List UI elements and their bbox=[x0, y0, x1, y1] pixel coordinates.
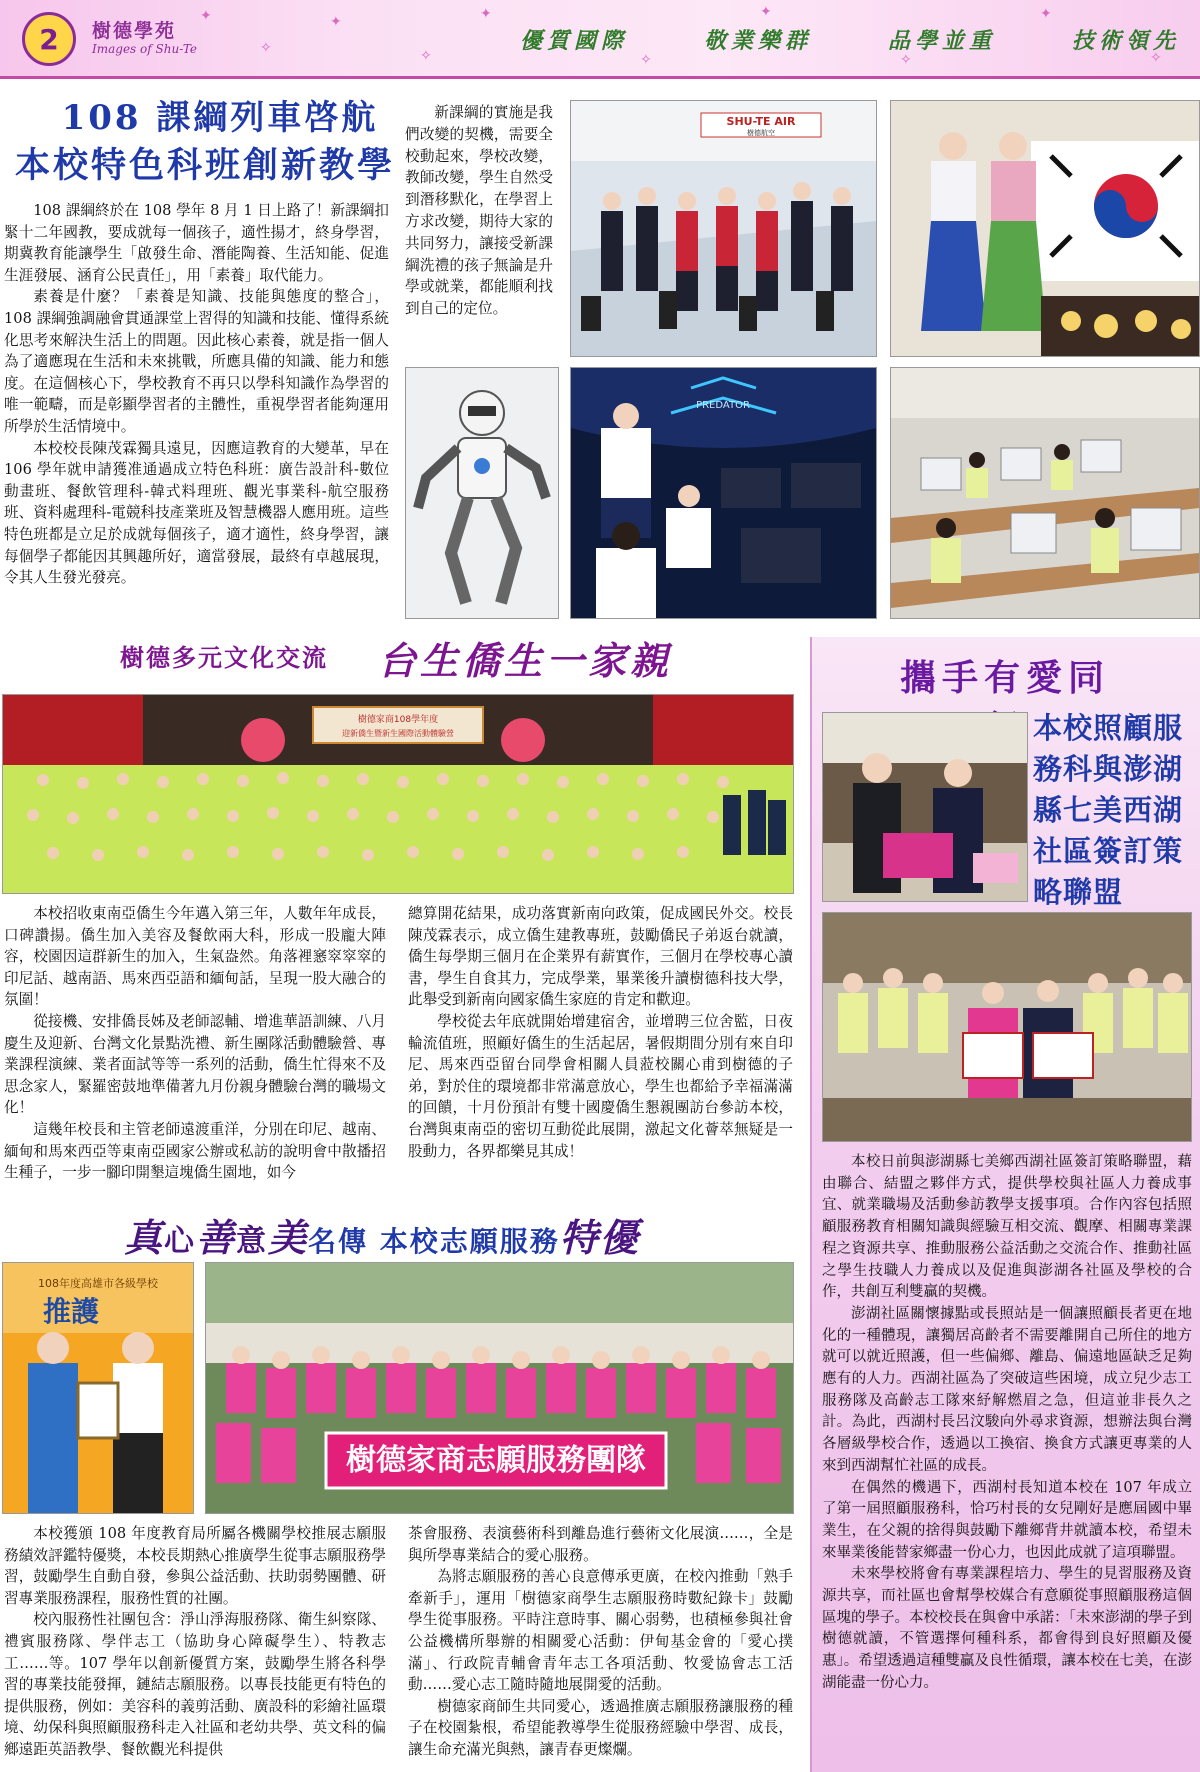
svg-text:推護: 推護 bbox=[43, 1295, 100, 1328]
sidebar-subtitle: 本校照顧服 務科與澎湖 縣七美西湖 社區簽訂策 略聯盟 bbox=[1033, 711, 1184, 909]
motto-1: 優質國際 bbox=[520, 28, 629, 54]
photo-sign-text: SHU-TE AIR bbox=[726, 115, 796, 128]
sidebar-body bbox=[822, 1152, 1192, 1695]
article2-paragraph: 這幾年校長和主管老師遠渡重洋，分別在印尼、越南、緬甸和馬來西亞等東南亞國家公辦或私訪的說明會中散播招生種子，一步一腳印開墾這塊僑生園地，如今 bbox=[4, 1120, 386, 1182]
svg-text:樹德家商108學年度: 樹德家商108學年度 bbox=[357, 715, 439, 725]
article1-title-line2: 本校特色科班創新教學 bbox=[14, 145, 395, 186]
header-banner: ✦ ✧ ✦ ✧ ✦ ✧ ✦ ✧ ✦ ✧ bbox=[0, 0, 1200, 79]
article3-paragraph: 茶會服務、表演藝術科到離島進行藝術文化展演……，全是與所學專業結合的愛心服務。 bbox=[408, 1525, 793, 1564]
article2-paragraph: 總算開花結果，成功落實新南向政策，促成國民外交。校長陳茂霖表示，成立僑生建教專班，鼓勵僑民子弟返台就讀，僑生每學期三個月在企業界有薪實作，三個月在學校專心讀書，學生自食其力，完成學業，畢業後升讀樹德科技大學，此舉受到新南向國家僑生家庭的肯定和歡迎。 bbox=[408, 905, 793, 1009]
sidebar-paragraph: 在偶然的機遇下，西湖村長知道本校在 107 年成立了第一屆照顧服務科，恰巧村長的女兒剛好是應屆國中畢業生，在父親的捨得與鼓勵下離鄉背井就讀本校，希望未來畢業後能替家鄉盡一份心力，也因此成就了這項聯盟。 bbox=[822, 1479, 1192, 1561]
svg-text:PREDATOR: PREDATOR bbox=[696, 400, 750, 411]
photo-group-students bbox=[2, 694, 794, 894]
page-number: 2 bbox=[39, 22, 59, 56]
article3-body-col1 bbox=[4, 1523, 386, 1761]
article3-paragraph: 校內服務性社團包含：淨山淨海服務隊、衛生糾察隊、禮賓服務隊、學伴志工（協助身心障礙學生）、特教志工……等。107 學年以創新優質方案，鼓勵學生將各科學習的專業技能發揮，鏈結志願服務。以專長技能更有特色的提供服務，例如：美容科的義剪活動、廣設科的彩繪社區環境、幼保科與照顧服務科走入社區和老幼共學、英文科的偏鄉遠距英語教學、餐飲觀光科提供 bbox=[4, 1611, 386, 1758]
photo-korean-cuisine bbox=[890, 100, 1200, 357]
article2-paragraph: 本校招收東南亞僑生今年邁入第三年，人數年年成長，口碑讚揚。僑生加入美容及餐飲兩大科，形成一股龐大陣容，校園因這群新生的加入，生氣盎然。角落裡窸窣窣窣的印尼話、越南語、馬來西亞語和緬甸話，呈現一股大融合的氛圍！ bbox=[4, 905, 386, 1009]
page-number-badge bbox=[22, 12, 76, 66]
svg-text:迎新僑生暨新生國際活動體驗營: 迎新僑生暨新生國際活動體驗營 bbox=[342, 729, 454, 738]
photo-esports-class bbox=[570, 367, 877, 619]
article3-body-col2 bbox=[408, 1523, 793, 1761]
article1-paragraph: 108 課綱終於在 108 學年 8 月 1 日上路了！新課綱扣緊十二年國教，要成就每一個孩子，適性揚才，終身學習，期冀教育能讓學生「啟發生命、潛能陶養、生活知能、促進生涯發展、涵育公民責任」，用「素養」取代能力。 bbox=[4, 202, 389, 284]
article3-paragraph: 本校獲頒 108 年度教育局所屬各機關學校推展志願服務績效評鑑特優獎，本校長期熱心推廣學生從事志願服務學習，鼓勵學生自動自發，參與公益活動、扶助弱勢團體、研習專業服務課程，服務性質的社團。 bbox=[4, 1525, 386, 1607]
photo-volunteer-team bbox=[205, 1262, 794, 1514]
volunteer-banner-text: 樹德家商志願服務團隊 bbox=[346, 1443, 646, 1478]
article1-title-line1: 108 課綱列車啓航 bbox=[61, 98, 379, 138]
sidebar-paragraph: 澎湖社區關懷據點或長照站是一個讓照顧長者更在地化的一種體現，讓獨居高齡者不需要離開自己所住的地方就可以就近照護，但一些偏鄉、離島、偏遠地區缺乏足夠應有的人力。西湖社區為了突破這些困境，成立兒少志工服務隊及高齡志工隊來紓解燃眉之急，但這並非長久之計。為此，西湖村長呂汶駿向外尋求資源，想辦法與台灣各層級學校合作，透過以工換宿、換食方式讓更專業的人來到西湖幫忙社區的成長。 bbox=[822, 1305, 1192, 1474]
photo-community-group bbox=[822, 912, 1192, 1142]
photo-robot bbox=[405, 367, 559, 619]
article3-title: 真心善意美名傳 本校志願服務特優 bbox=[124, 1215, 640, 1260]
article2-title-small: 樹德多元文化交流 bbox=[120, 643, 328, 672]
article1-paragraph: 本校校長陳茂霖獨具遠見，因應這教育的大變革，早在 106 學年就申請獲准通過成立特色科班：廣告設計科-數位動畫班、餐飲管理科-韓式料理班、觀光事業科-航空服務班、資料處理科-電競科技產業班及智慧機器人應用班。這些特色班都是立足於成就每個孩子，適才適性，終身學習，讓每個學子都能因其興趣所好，適當發展，最終有卓越展現，令其人生發光發亮。 bbox=[4, 439, 389, 587]
article1-paragraph: 素養是什麼？「素養是知識、技能與態度的整合」，108 課綱強調融會貫通課堂上習得的知識和技能、懂得系統化思考來解決生活上的問題。因此核心素養，就是指一個人為了適應現在生活和未來挑戰，所應具備的知識、能力和態度。在這個核心下，學校教育不再只以學科知識作為學習的唯一範疇，而是彰顯學習者的主體性，重視學習者能夠運用所學於生活情境中。 bbox=[4, 288, 389, 435]
photo-mou-signing bbox=[822, 712, 1028, 902]
article1-body-left bbox=[4, 200, 389, 589]
article2-paragraph: 從接機、安排僑長姊及老師認輔、增進華語訓練、八月慶生及迎新、台灣文化景點洗禮、新生團隊活動體驗營、專業課程演練、業者面試等等一系列的活動，僑生忙得來不及思念家人，緊羅密鼓地準備著九月份親身體驗台灣的職場文化！ bbox=[4, 1012, 386, 1117]
article1-body-right bbox=[405, 102, 553, 320]
sidebar-title: 攜手有愛同 bbox=[899, 657, 1110, 699]
brand-subtitle: Images of Shu-Te bbox=[92, 42, 197, 56]
article2-paragraph: 學校從去年底就開始增建宿舍，並增聘三位舍監，日夜輪流值班，照顧好僑生的生活起居，暑假期間分別有來自印尼、馬來西亞留台同學會相關人員蒞校關心甫到樹德的子弟，對於住的環境都非常滿意放心，學生也都給予幸福滿滿的回饋，十月份預計有雙十國慶僑生懇親團訪台參訪本校，台灣與東南亞的密切互動從此展開，激起文化薈萃無疑是一股動力，各界都樂見其成！ bbox=[408, 1012, 793, 1160]
motto-4: 技術領先 bbox=[1071, 28, 1180, 54]
article3-paragraph: 為將志願服務的善心良意傳承更廣，在校內推動「熟手牽新手」，運用「樹德家商學生志願服務時數紀錄卡」鼓勵學生從事服務。平時注意時事、關心弱勢，也積極參與社會公益機構所舉辦的相關愛心活動：伊甸基金會的「愛心撲滿」、行政院青輔會青年志工各項活動、牧愛協會志工活動……愛心志工隨時隨地展開愛的活動。 bbox=[408, 1568, 793, 1694]
photo-award-ceremony bbox=[2, 1262, 194, 1514]
article1-paragraph: 新課綱的實施是我們改變的契機，需要全校動起來，學校改變，教師改變，學生自然受到潛移默化，在學習上方求改變，期待大家的共同努力，讓接受新課綱洗禮的孩子無論是升學或就業，都能順利找到自己的定位。 bbox=[405, 104, 553, 318]
article2-body-col2 bbox=[408, 903, 793, 1162]
sidebar-paragraph: 本校日前與澎湖縣七美鄉西湖社區簽訂策略聯盟，藉由聯合、結盟之夥伴方式，提供學校與社區人力養成事宜、就業職場及活動參訪教學支援事項。合作內容包括照顧服務教育相關知識與經驗互相交流、觀摩、相關專業課程之資源共享、推動服務公益活動之交流合作、推動社區之學生技職人力養成以及促進與澎湖各社區及學校的合作，共創互利雙贏的契機。 bbox=[822, 1154, 1192, 1301]
motto-2: 敬業樂群 bbox=[703, 28, 812, 54]
motto-row bbox=[520, 24, 1180, 55]
brand-name: 樹德學苑 bbox=[92, 20, 177, 42]
photo-flight-attendants bbox=[570, 100, 877, 357]
motto-3: 品學並重 bbox=[887, 28, 996, 54]
article2-title-big: 台生僑生一家親 bbox=[378, 638, 673, 683]
sidebar-paragraph: 未來學校將會有專業課程培力、學生的見習服務及資源共享，而社區也會幫學校媒合有意願從事照顧服務這個區塊的學子。本校校長在與會中承諾：「未來澎湖的學子到樹德就讀，不管選擇何種科系，都會得到良好照顧及優惠」。希望透過這種雙贏及良性循環，讓本校在七美，在澎湖能盡一份心力。 bbox=[822, 1566, 1192, 1691]
article2-body-col1 bbox=[4, 903, 386, 1184]
svg-text:108年度高雄市各級學校: 108年度高雄市各級學校 bbox=[38, 1277, 158, 1290]
photo-computer-lab bbox=[890, 367, 1200, 619]
article3-paragraph: 樹德家商師生共同愛心，透過推廣志願服務讓服務的種子在校園紮根，希望能教導學生從服務經驗中學習、成長，讓生命充滿光與熱，讓青春更燦爛。 bbox=[408, 1697, 793, 1758]
svg-text:樹德航空: 樹德航空 bbox=[747, 129, 775, 137]
